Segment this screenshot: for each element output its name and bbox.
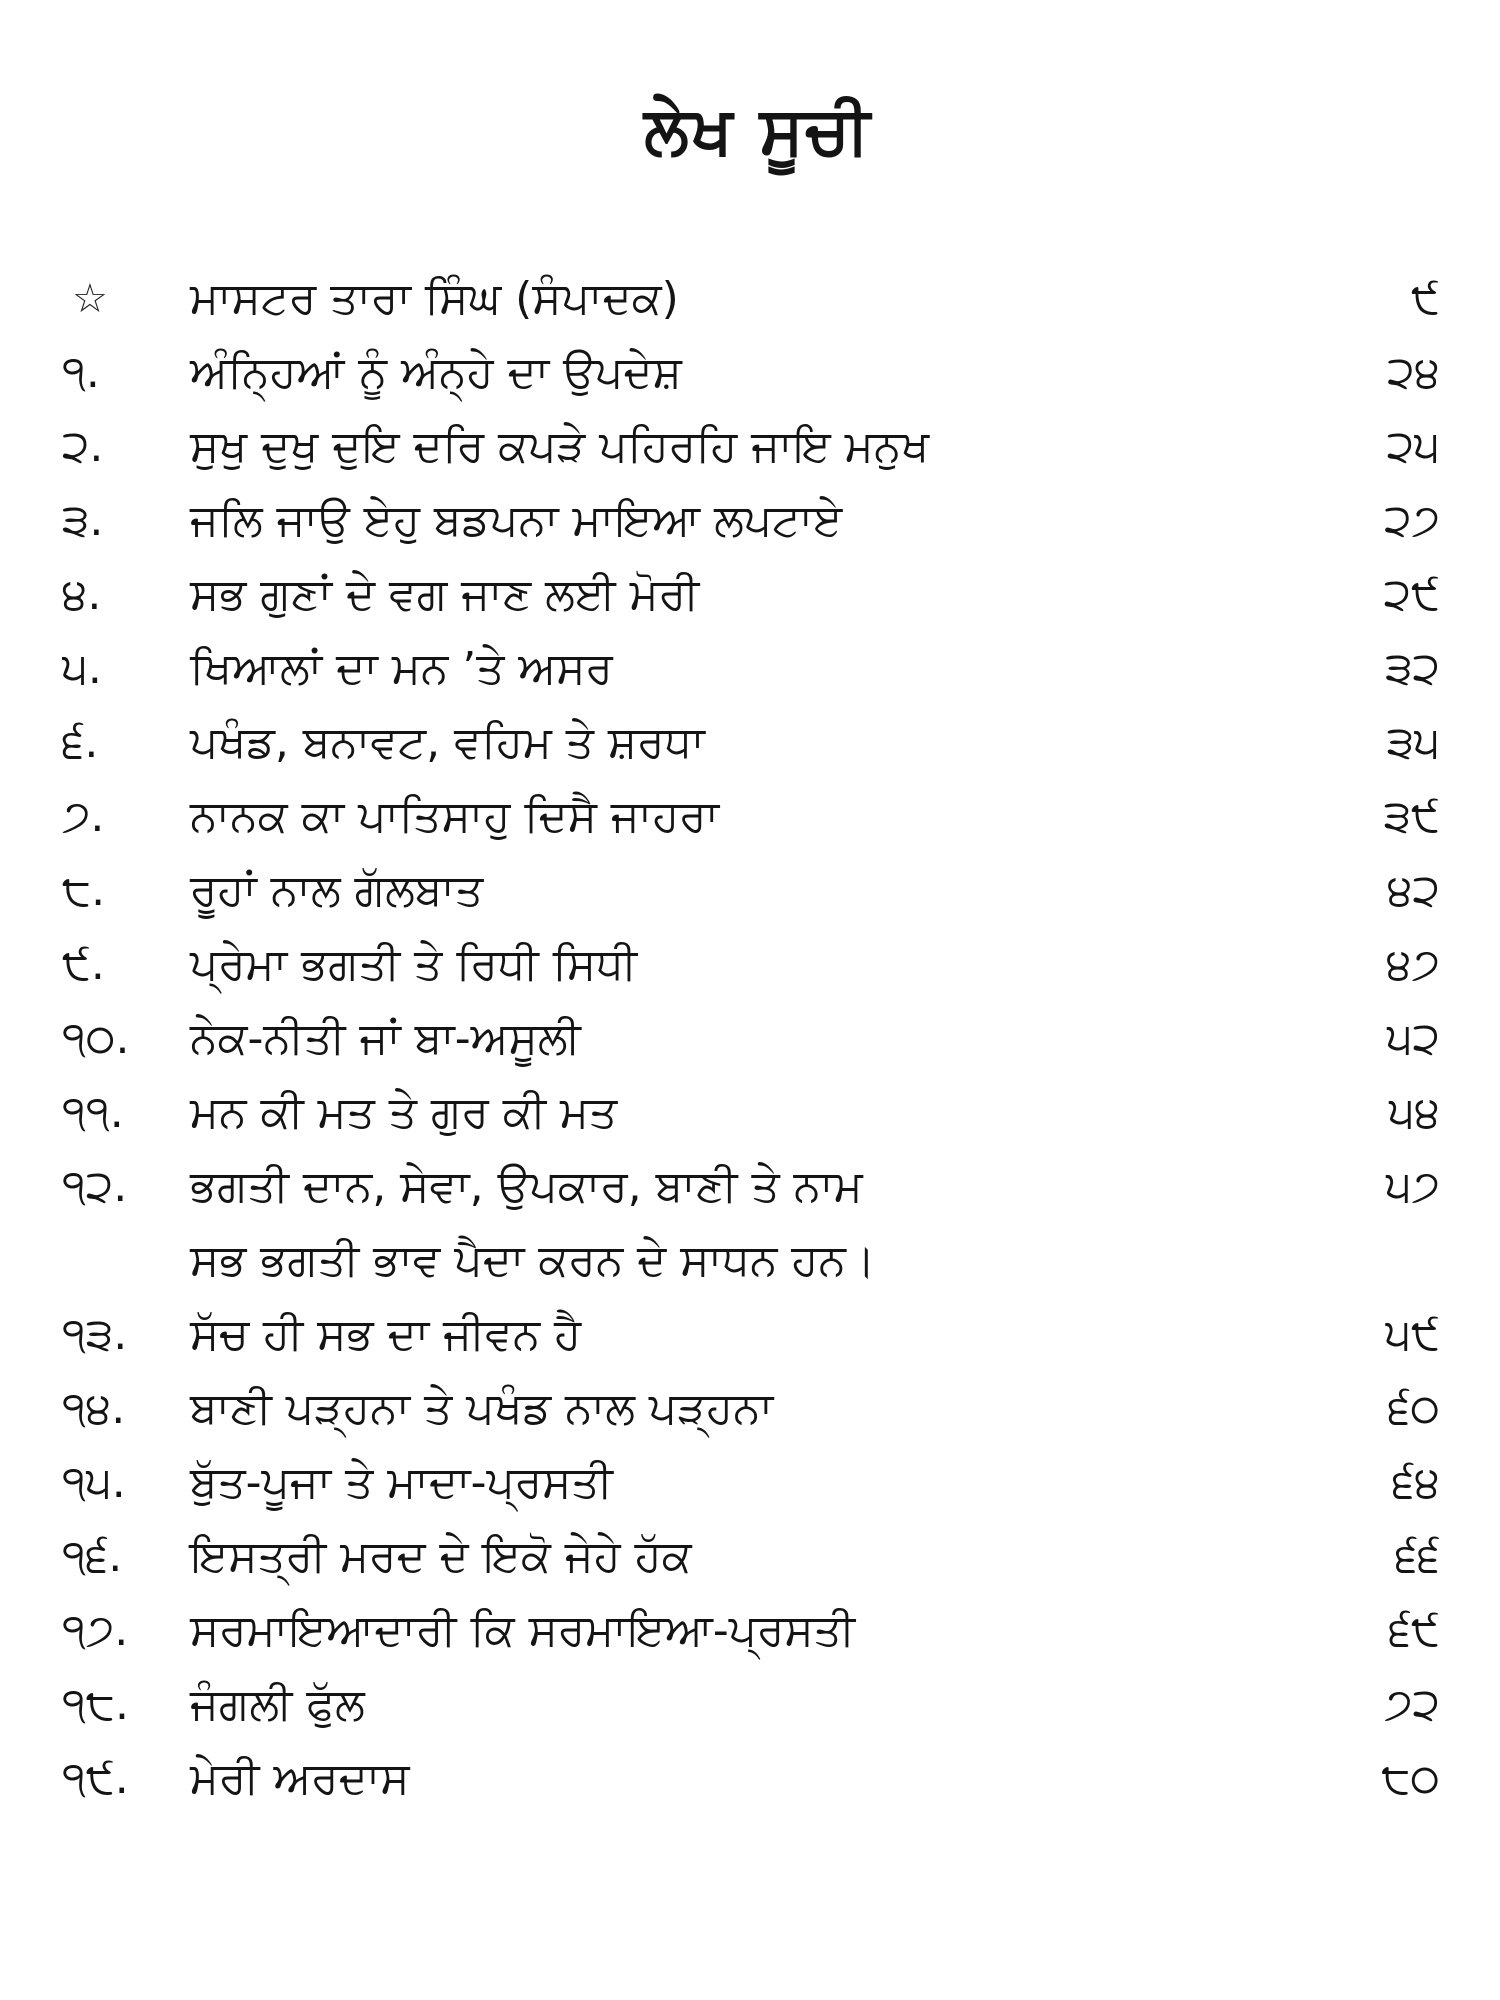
toc-entry-page: ੯	[1411, 273, 1440, 324]
toc-row	[0, 1520, 1500, 1594]
toc-entry-title: ਪਖੰਡ, ਬਨਾਵਟ, ਵਹਿਮ ਤੇ ਸ਼ਰਧਾ	[190, 717, 705, 768]
toc-entry-page: ੬੯	[1388, 1605, 1440, 1656]
toc-entry-number: ੧੧.	[62, 1087, 124, 1138]
toc-row	[0, 632, 1500, 706]
toc-entry-page: ੬੪	[1392, 1457, 1440, 1508]
toc-entry-number: ੫.	[62, 643, 102, 694]
toc-entry-title: ਸੱਚ ਹੀ ਸਭ ਦਾ ਜੀਵਨ ਹੈ	[190, 1309, 582, 1360]
toc-entry-number: ੭.	[62, 791, 105, 842]
toc-row	[0, 854, 1500, 928]
toc-entry-title: ਮੇਰੀ ਅਰਦਾਸ	[190, 1753, 410, 1804]
toc-entry-number: ੧੮.	[62, 1679, 129, 1730]
toc-entry-number: ੪.	[62, 569, 102, 620]
toc-entry-page: ੨੯	[1383, 569, 1440, 620]
toc-entry-number: ੬.	[62, 717, 99, 768]
toc-entry-page: ੨੪	[1387, 347, 1440, 398]
toc-entry-number: ੧੫.	[62, 1457, 126, 1508]
toc-entry-number: ੧੩.	[62, 1309, 128, 1360]
toc-row	[0, 1298, 1500, 1372]
toc-entry-page: ੫੨	[1386, 1013, 1440, 1064]
toc-entry-page: ੪੭	[1386, 939, 1440, 990]
toc-row	[0, 1594, 1500, 1668]
toc-row	[0, 1002, 1500, 1076]
toc-row	[0, 928, 1500, 1002]
toc-entry-number: ੮.	[62, 865, 106, 916]
toc-entry-page: ੪੨	[1387, 865, 1440, 916]
toc-row	[0, 1372, 1500, 1446]
star-icon: ☆	[72, 276, 108, 322]
toc-entry-page: ੫੭	[1385, 1161, 1440, 1212]
toc-entry-number: ੧੭.	[62, 1605, 129, 1656]
toc-entry-title: ਅੰਨ੍ਹਿਆਂ ਨੂੰ ਅੰਨ੍ਹੇ ਦਾ ਉਪਦੇਸ਼	[190, 347, 682, 398]
toc-entry-title: ਬੁੱਤ-ਪੂਜਾ ਤੇ ਮਾਦਾ-ਪ੍ਰਸਤੀ	[190, 1457, 613, 1508]
toc-entry-number: ੨.	[62, 421, 104, 472]
toc-entry-title: ਬਾਣੀ ਪੜ੍ਹਨਾ ਤੇ ਪਖੰਡ ਨਾਲ ਪੜ੍ਹਨਾ	[190, 1383, 774, 1434]
toc-row	[0, 1668, 1500, 1742]
toc-entry-page: ੬੬	[1395, 1531, 1440, 1582]
toc-entry-page: ੬੦	[1388, 1383, 1440, 1434]
toc-entry-number: ੧੦.	[62, 1013, 130, 1064]
toc-entry-title: ਖਿਆਲਾਂ ਦਾ ਮਨ ’ਤੇ ਅਸਰ	[190, 643, 613, 694]
toc-row	[0, 780, 1500, 854]
toc-entry-title: ਮਨ ਕੀ ਮਤ ਤੇ ਗੁਰ ਕੀ ਮਤ	[190, 1087, 618, 1138]
toc-entry-number: ੧.	[62, 347, 100, 398]
toc-row-intro	[0, 262, 1500, 336]
toc-entry-title: ਸਰਮਾਇਆਦਾਰੀ ਕਿ ਸਰਮਾਇਆ-ਪ੍ਰਸਤੀ	[190, 1605, 856, 1656]
toc-entry-number: ੧੯.	[62, 1753, 129, 1804]
toc-entry-title: ਸੁਖੁ ਦੁਖੁ ਦੁਇ ਦਰਿ ਕਪੜੇ ਪਹਿਰਹਿ ਜਾਇ ਮਨੁਖ	[190, 421, 930, 472]
toc-row	[0, 410, 1500, 484]
toc-entry-title: ਨਾਨਕ ਕਾ ਪਾਤਿਸਾਹੁ ਦਿਸੈ ਜਾਹਰਾ	[190, 791, 720, 842]
toc-entry-title: ਨੇਕ-ਨੀਤੀ ਜਾਂ ਬਾ-ਅਸੂਲੀ	[190, 1013, 581, 1064]
toc-entry-page: ੭੨	[1384, 1679, 1440, 1730]
toc-entry-number: ੯.	[62, 939, 105, 990]
toc-entry-title: ਪ੍ਰੇਮਾ ਭਗਤੀ ਤੇ ਰਿਧੀ ਸਿਧੀ	[190, 939, 638, 990]
toc-entry-title: ਜੰਗਲੀ ਫੁੱਲ	[190, 1679, 365, 1730]
toc-entry-page: ੨੭	[1384, 495, 1440, 546]
toc-row	[0, 1446, 1500, 1520]
toc-entry-page: ੫੪	[1388, 1087, 1440, 1138]
toc-entry-number: ੩.	[62, 495, 104, 546]
toc-row	[0, 336, 1500, 410]
toc-entry-page: ੮੦	[1381, 1753, 1440, 1804]
toc-row	[0, 1076, 1500, 1150]
toc-entry-title: ਸਭ ਭਗਤੀ ਭਾਵ ਪੈਦਾ ਕਰਨ ਦੇ ਸਾਧਨ ਹਨ।	[190, 1235, 876, 1286]
toc-entry-title: ਰੂਹਾਂ ਨਾਲ ਗੱਲਬਾਤ	[190, 865, 484, 916]
page-title: ਲੇਖ ਸੂਚੀ	[644, 92, 872, 169]
toc-entry-title: ਭਗਤੀ ਦਾਨ, ਸੇਵਾ, ਉਪਕਾਰ, ਬਾਣੀ ਤੇ ਨਾਮ	[190, 1161, 863, 1212]
toc-entry-page: ੨੫	[1386, 421, 1440, 472]
toc-entry-number: ੧੨.	[62, 1161, 128, 1212]
table-of-contents	[0, 262, 1500, 1816]
toc-entry-number: ੧੪.	[62, 1383, 126, 1434]
toc-entry-title: ਜਲਿ ਜਾਉ ਏਹੁ ਬਡਪਨਾ ਮਾਇਆ ਲਪਟਾਏ	[190, 495, 843, 546]
toc-entry-page: ੩੨	[1385, 643, 1440, 694]
toc-entry-page: ੩੯	[1383, 791, 1440, 842]
toc-entry-number: ੧੬.	[62, 1531, 123, 1582]
toc-entry-page: ੩੫	[1386, 717, 1440, 768]
toc-entry-title: ਇਸਤ੍ਰੀ ਮਰਦ ਦੇ ਇਕੋ ਜੇਹੇ ਹੱਕ	[190, 1531, 692, 1582]
toc-row	[0, 1150, 1500, 1224]
toc-row-continuation	[0, 1224, 1500, 1298]
toc-entry-title: ਸਭ ਗੁਣਾਂ ਦੇ ਵਗ ਜਾਣ ਲਈ ਮੋਰੀ	[190, 569, 700, 620]
toc-row	[0, 558, 1500, 632]
toc-row	[0, 1742, 1500, 1816]
toc-row	[0, 706, 1500, 780]
toc-row	[0, 484, 1500, 558]
toc-entry-page: ੫੯	[1385, 1309, 1440, 1360]
toc-entry-title: ਮਾਸਟਰ ਤਾਰਾ ਸਿੰਘ (ਸੰਪਾਦਕ)	[190, 273, 679, 324]
